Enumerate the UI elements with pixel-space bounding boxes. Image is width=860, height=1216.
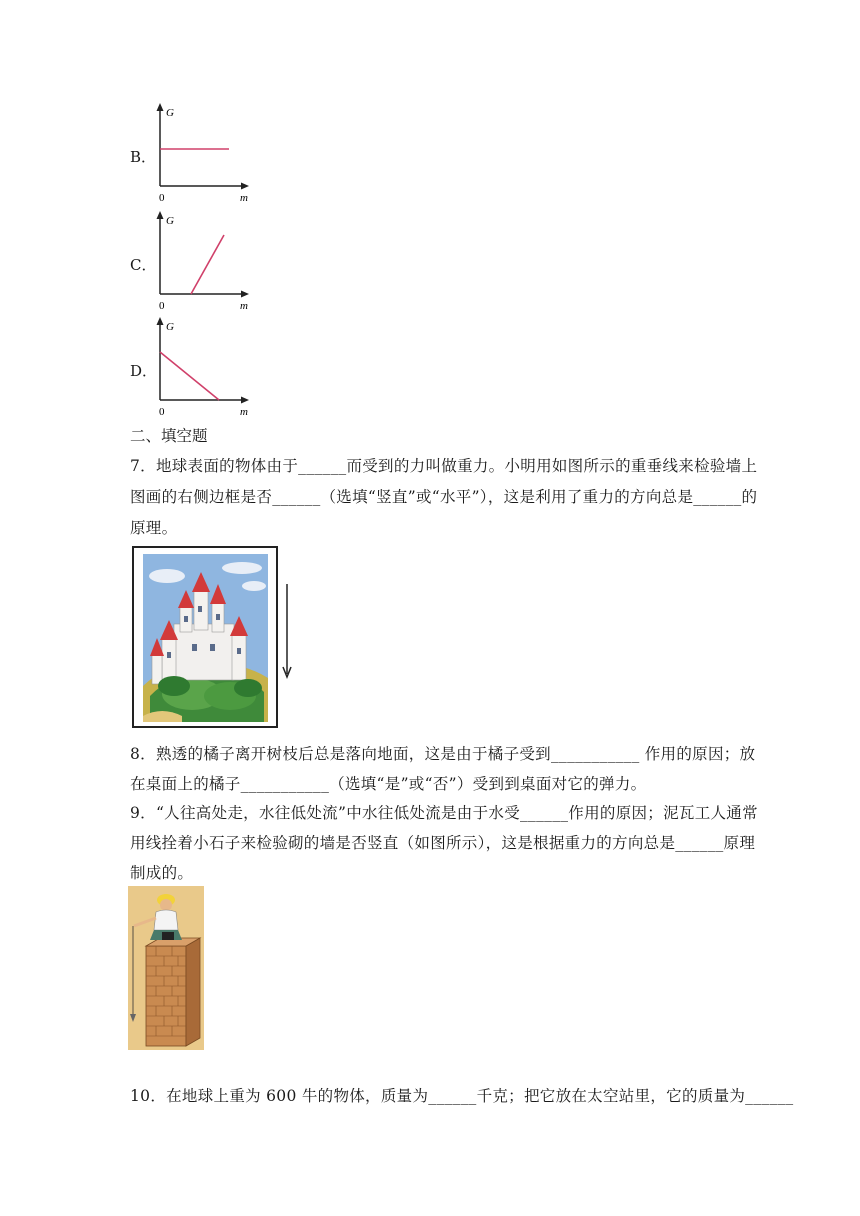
castle-picture-figure <box>132 546 302 734</box>
option-b-label: B． <box>130 148 157 166</box>
q9-line-2: 用线拴着小石子来检验砌的墙是否竖直（如图所示），这是根据重力的方向总是______原理 <box>130 834 756 852</box>
graph-b <box>146 100 256 206</box>
graph-c-line <box>191 235 224 294</box>
q10-line-1: 10．在地球上重为 600 牛的物体，质量为______千克；把它放在太空站里，它的质量为______ <box>130 1087 794 1105</box>
graph-c-x-label: m <box>240 300 248 312</box>
graph-c-origin: 0 <box>159 300 165 312</box>
graph-d <box>146 314 256 420</box>
q7-line-1: 7．地球表面的物体由于______而受到的力叫做重力。小明用如图所示的重垂线来检验墙上 <box>130 457 758 475</box>
graph-d-origin: 0 <box>159 406 165 418</box>
q7-line-3: 原理。 <box>130 519 178 537</box>
q8-line-2: 在桌面上的橘子___________（选填“是”或“否”）受到到桌面对它的弹力。 <box>130 775 647 793</box>
q7-line-2: 图画的右侧边框是否______（选填“竖直”或“水平”），这是利用了重力的方向总是______的 <box>130 488 758 506</box>
q9-line-3: 制成的。 <box>130 864 194 882</box>
graph-d-line <box>160 352 219 400</box>
graph-c-y-label: G <box>166 215 174 227</box>
graph-d-y-label: G <box>166 321 174 333</box>
graph-b-origin: 0 <box>159 192 165 204</box>
option-c-label: C． <box>130 256 157 274</box>
section-title: 二、填空题 <box>130 427 208 445</box>
option-d-label: D． <box>130 362 158 380</box>
graph-b-x-label: m <box>240 192 248 204</box>
graph-b-y-label: G <box>166 107 174 119</box>
q9-line-1: 9．“人往高处走，水往低处流”中水往低处流是由于水受______作用的原因；泥瓦工人通常 <box>130 804 758 822</box>
graph-c <box>146 208 256 314</box>
q8-line-1: 8．熟透的橘子离开树枝后总是落向地面，这是由于橘子受到___________ 作用的原因；放 <box>130 745 756 763</box>
graph-d-x-label: m <box>240 406 248 418</box>
bricklayer-plumb-figure <box>128 886 204 1054</box>
